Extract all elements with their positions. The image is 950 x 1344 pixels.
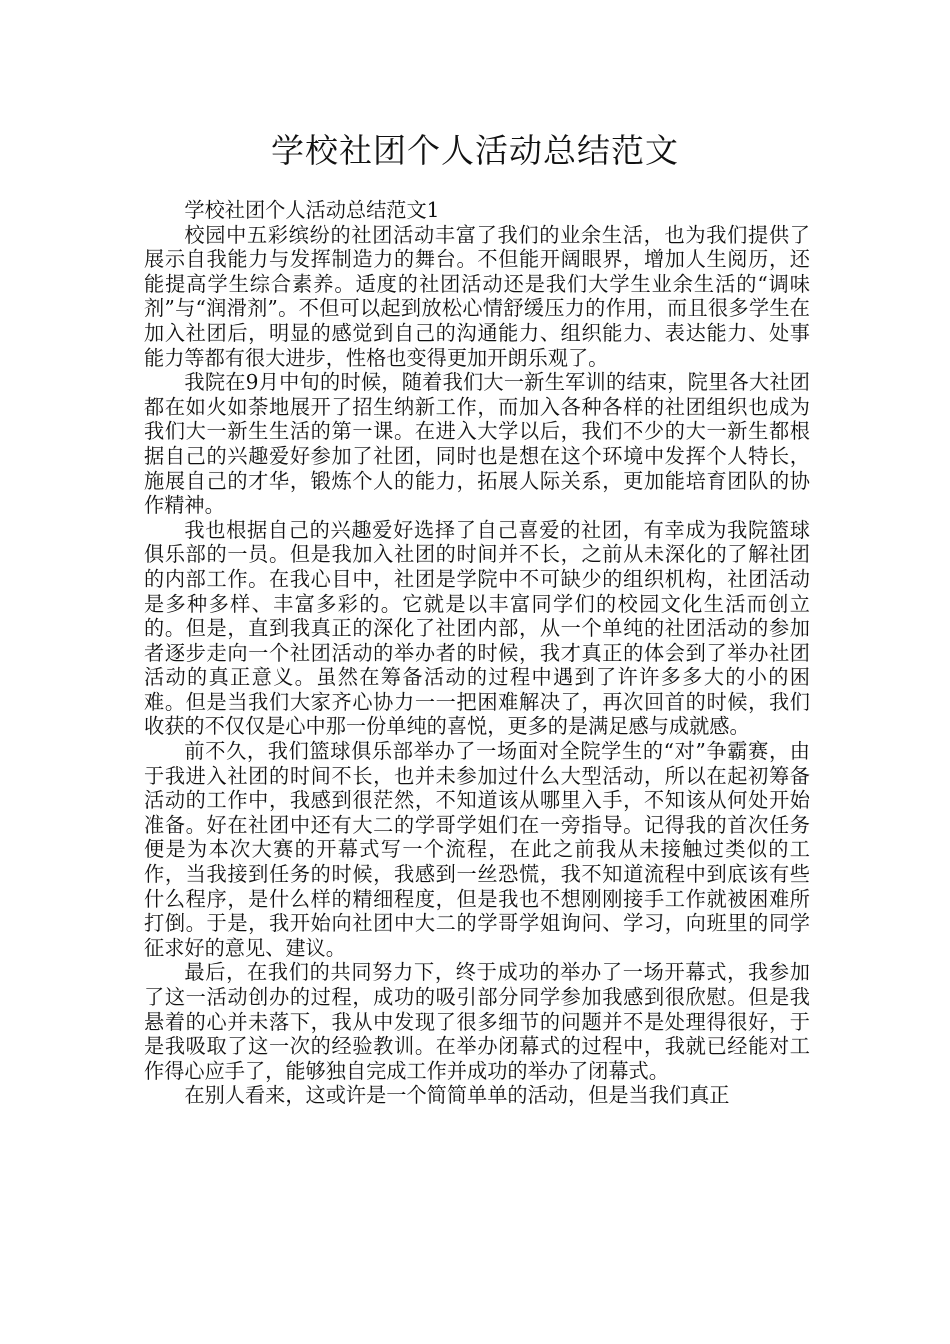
paragraph: 校园中五彩缤纷的社团活动丰富了我们的业余生活，也为我们提供了展示自我能力与发挥制造力的舞台。不但能开阔眼界，增加人生阅历，还能提高学生综合素养。适度的社团活动还是我们大学生业余生活的“调味剂”与“润滑剂”。不但可以起到放松心情舒缓压力的作用，而且很多学生在加入社团后，明显的感觉到自己的沟通能力、组织能力、表达能力、处事能力等都有很大进步，性格也变得更加开朗乐观了。	[144, 222, 810, 370]
section-heading: 学校社团个人活动总结范文1	[184, 198, 440, 222]
paragraph: 我院在9月中旬的时候，随着我们大一新生军训的结束，院里各大社团都在如火如荼地展开了招生纳新工作，而加入各种各样的社团组织也成为我们大一新生生活的第一课。在进入大学以后，我们不少的大一新生都根据自己的兴趣爱好参加了社团，同时也是想在这个环境中发挥个人特长，施展自己的才华，锻炼个人的能力，拓展人际关系，更加能培育团队的协作精神。	[144, 370, 810, 518]
paragraph: 我也根据自己的兴趣爱好选择了自己喜爱的社团，有幸成为我院篮球俱乐部的一员。但是我加入社团的时间并不长，之前从未深化的了解社团的内部工作。在我心目中，社团是学院中不可缺少的组织机构，社团活动是多种多样、丰富多彩的。它就是以丰富同学们的校园文化生活而创立的。但是，直到我真正的深化了社团内部，从一个单纯的社团活动的参加者逐步走向一个社团活动的举办者的时候，我才真正的体会到了举办社团活动的真正意义。虽然在筹备活动的过程中遇到了许许多多大的小的困难。但是当我们大家齐心协力一一把困难解决了，再次回首的时候，我们收获的不仅仅是心中那一份单纯的喜悦，更多的是满足感与成就感。	[144, 517, 810, 739]
paragraph: 在别人看来，这或许是一个简简单单的活动，但是当我们真正	[184, 1083, 730, 1108]
document-body	[144, 198, 810, 1108]
paragraph: 最后，在我们的共同努力下，终于成功的举办了一场开幕式，我参加了这一活动创办的过程，成功的吸引部分同学参加我感到很欣慰。但是我悬着的心并未落下，我从中发现了很多细节的问题并不是处理得很好，于是我吸取了这一次的经验教训。在举办闭幕式的过程中，我就已经能对工作得心应手了，能够独自完成工作并成功的举办了闭幕式。	[144, 960, 810, 1083]
document-title: 学校社团个人活动总结范文	[271, 131, 679, 170]
paragraph: 前不久，我们篮球俱乐部举办了一场面对全院学生的“对”争霸赛，由于我进入社团的时间不长，也并未参加过什么大型活动，所以在起初筹备活动的工作中，我感到很茫然，不知道该从哪里入手，不知该从何处开始准备。好在社团中还有大二的学哥学姐们在一旁指导。记得我的首次任务便是为本次大赛的开幕式写一个流程，在此之前我从未接触过类似的工作，当我接到任务的时候，我感到一丝恐慌，我不知道流程中到底该有些什么程序，是什么样的精细程度，但是我也不想刚刚接手工作就被困难所打倒。于是，我开始向社团中大二的学哥学姐询问、学习，向班里的同学征求好的意见、建议。	[144, 739, 810, 960]
